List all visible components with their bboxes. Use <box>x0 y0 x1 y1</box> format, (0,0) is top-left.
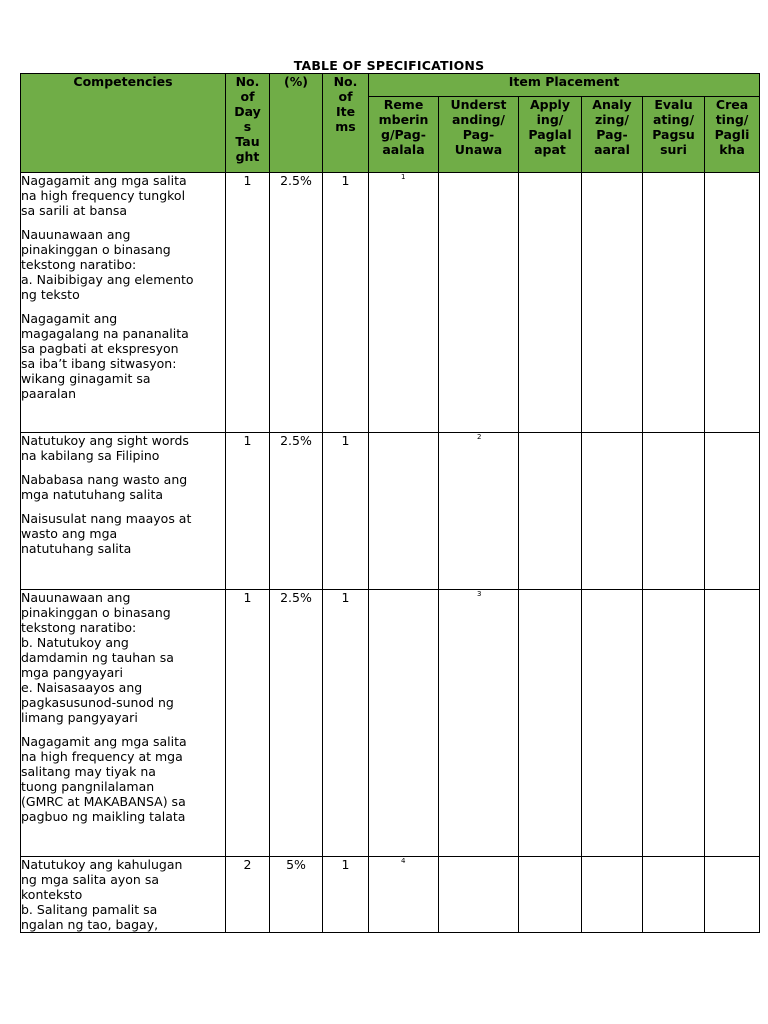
competency-text: Nauunawaan ang pinakinggan o binasang tekstong naratibo: a. Naibibigay ang elemento ng teksto <box>21 227 194 302</box>
placement-evaluating <box>643 857 705 933</box>
placement-analyzing <box>582 857 643 933</box>
placement-creating <box>705 433 760 590</box>
placement-evaluating <box>643 173 705 433</box>
competency-text: Naisusulat nang maayos at wasto ang mga natutuhang salita <box>21 511 192 556</box>
percent-cell: 2.5% <box>270 433 323 590</box>
competency-cell <box>21 590 226 857</box>
item-number: 2 <box>477 433 482 441</box>
placement-creating <box>705 590 760 857</box>
header-analyzing: Analy zing/ Pag- aaral <box>582 97 643 173</box>
items-cell: 1 <box>323 590 369 857</box>
competency-text: Natutukoy ang kahulugan ng mga salita ayon sa konteksto b. Salitang pamalit sa ngalan ng tao, bagay, <box>21 857 183 932</box>
competency-text: Nauunawaan ang pinakinggan o binasang tekstong naratibo: b. Natutukoy ang damdamin ng tauhan sa mga pangyayari e. Naisasaayos ang pagkasusunod-sunod ng limang pangyayari <box>21 590 174 725</box>
percent-cell: 2.5% <box>270 173 323 433</box>
placement-applying <box>519 857 582 933</box>
percent-cell: 2.5% <box>270 590 323 857</box>
items-cell: 1 <box>323 173 369 433</box>
table-row <box>21 590 760 857</box>
competency-text: Natutukoy ang sight words na kabilang sa Filipino <box>21 433 189 463</box>
header-evaluating: Evalu ating/ Pagsu suri <box>643 97 705 173</box>
header-days-taught: No. of Day s Tau ght <box>226 74 270 173</box>
placement-analyzing <box>582 433 643 590</box>
placement-understanding <box>439 173 519 433</box>
items-cell: 1 <box>323 857 369 933</box>
header-creating: Crea ting/ Pagli kha <box>705 97 760 173</box>
placement-remembering <box>369 173 439 433</box>
competency-text: Nagagamit ang magagalang na pananalita sa pagbati at ekspresyon sa iba’t ibang sitwasyon: wikang ginagamit sa paaralan <box>21 311 189 401</box>
placement-analyzing <box>582 173 643 433</box>
competency-text: Nababasa nang wasto ang mga natutuhang salita <box>21 472 188 502</box>
placement-applying <box>519 590 582 857</box>
header-item-placement: Item Placement <box>369 74 760 97</box>
placement-analyzing <box>582 590 643 857</box>
header-remembering: Reme mberin g/Pag- aalala <box>369 97 439 173</box>
item-number: 4 <box>401 857 406 865</box>
placement-creating <box>705 857 760 933</box>
competency-cell <box>21 433 226 590</box>
item-number: 1 <box>401 173 406 181</box>
competency-cell <box>21 857 226 933</box>
specifications-table <box>20 73 760 933</box>
table-row <box>21 433 760 590</box>
placement-remembering <box>369 590 439 857</box>
placement-understanding <box>439 433 519 590</box>
competency-cell <box>21 173 226 433</box>
header-competencies: Competencies <box>21 74 226 173</box>
placement-evaluating <box>643 433 705 590</box>
header-understanding: Underst anding/ Pag- Unawa <box>439 97 519 173</box>
header-percent: (%) <box>270 74 323 173</box>
item-number: 3 <box>477 590 482 598</box>
days-cell: 1 <box>226 173 270 433</box>
table-row <box>21 173 760 433</box>
placement-understanding <box>439 857 519 933</box>
days-cell: 2 <box>226 857 270 933</box>
placement-remembering <box>369 857 439 933</box>
placement-creating <box>705 173 760 433</box>
placement-applying <box>519 173 582 433</box>
days-cell: 1 <box>226 590 270 857</box>
header-applying: Apply ing/ Paglal apat <box>519 97 582 173</box>
placement-remembering <box>369 433 439 590</box>
placement-applying <box>519 433 582 590</box>
header-no-of-items: No. of Ite ms <box>323 74 369 173</box>
percent-cell: 5% <box>270 857 323 933</box>
competency-text: Nagagamit ang mga salita na high frequency at mga salitang may tiyak na tuong pangnilalaman (GMRC at MAKABANSA) sa pagbuo ng maikling talata <box>21 734 187 824</box>
days-cell: 1 <box>226 433 270 590</box>
competency-text: Nagagamit ang mga salita na high frequency tungkol sa sarili at bansa <box>21 173 187 218</box>
placement-understanding <box>439 590 519 857</box>
table-row <box>21 857 760 933</box>
placement-evaluating <box>643 590 705 857</box>
items-cell: 1 <box>323 433 369 590</box>
document-title: TABLE OF SPECIFICATIONS <box>293 58 485 73</box>
